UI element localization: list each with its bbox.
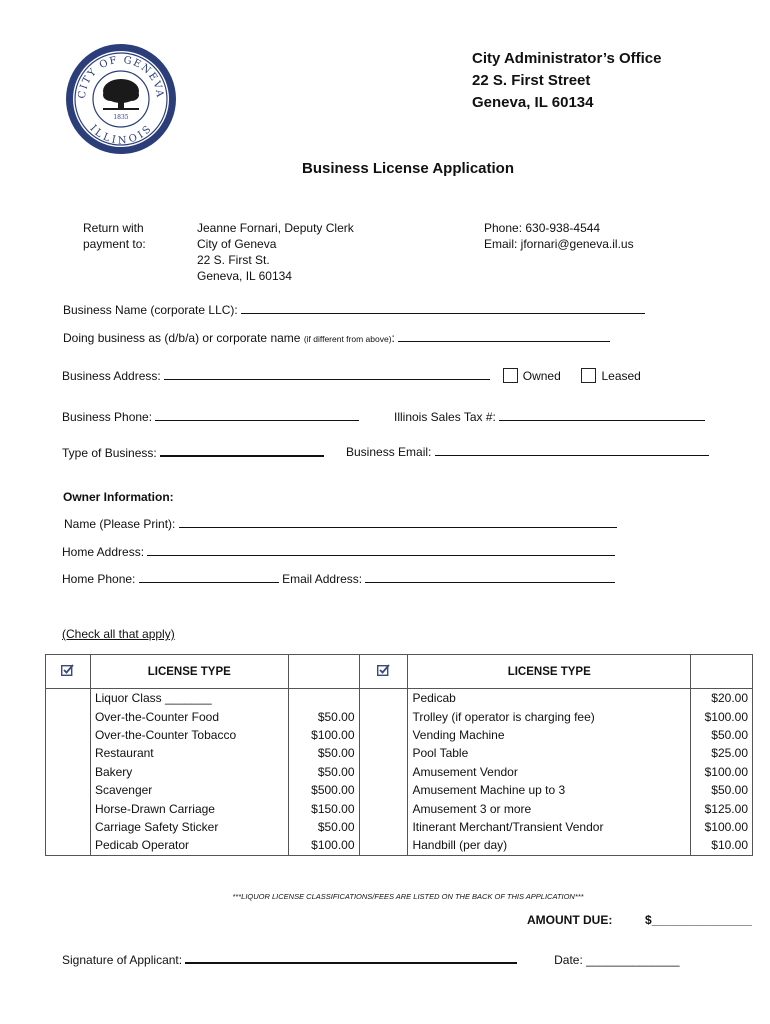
return-label-line1: Return with	[83, 221, 144, 235]
business-phone-row	[62, 409, 359, 424]
license-fee-left: $100.00	[288, 836, 359, 855]
left-fee-header	[288, 655, 359, 689]
checkbox-icon	[377, 664, 390, 676]
owner-email-label: Email Address:	[282, 572, 363, 586]
home-address-field[interactable]	[147, 544, 615, 556]
dba-note: (if different from above)	[303, 334, 392, 344]
clerk-line2: City of Geneva	[197, 237, 277, 251]
home-phone-label: Home Phone:	[62, 572, 136, 586]
license-type-left: Liquor Class _______	[90, 689, 288, 708]
seal-year: 1835	[113, 114, 129, 121]
license-checkbox-left[interactable]	[46, 744, 91, 762]
owner-name-field[interactable]	[179, 516, 617, 528]
license-checkbox-right[interactable]	[359, 763, 408, 781]
business-type-row	[62, 444, 324, 460]
signature-field[interactable]	[185, 951, 517, 964]
signature-row	[62, 951, 680, 967]
license-checkbox-right[interactable]	[359, 818, 408, 836]
office-address	[472, 48, 661, 114]
license-checkbox-right[interactable]	[359, 799, 408, 817]
license-checkbox-left[interactable]	[46, 689, 91, 708]
date-field[interactable]: ______________	[586, 953, 680, 967]
license-type-right: Vending Machine	[408, 726, 691, 744]
license-fee-left	[288, 689, 359, 708]
business-type-field[interactable]	[160, 444, 324, 457]
dba-colon: :	[391, 331, 395, 345]
license-type-right: Pool Table	[408, 744, 691, 762]
home-address-label: Home Address:	[62, 545, 145, 559]
owner-info-heading: Owner Information:	[63, 490, 174, 504]
license-checkbox-right[interactable]	[359, 744, 408, 762]
business-address-field[interactable]	[164, 368, 490, 380]
leased-label: Leased	[601, 369, 641, 383]
license-type-left: Scavenger	[90, 781, 288, 799]
license-type-right: Amusement Machine up to 3	[408, 781, 691, 799]
amount-due-row	[527, 913, 752, 927]
license-type-right: Trolley (if operator is charging fee)	[408, 707, 691, 725]
license-fee-left: $50.00	[288, 818, 359, 836]
license-fee-left: $100.00	[288, 726, 359, 744]
clerk-email: Email: jfornari@geneva.il.us	[484, 237, 634, 251]
clerk-line1: Jeanne Fornari, Deputy Clerk	[197, 221, 354, 235]
license-checkbox-left[interactable]	[46, 763, 91, 781]
check-all-instruction: (Check all that apply)	[62, 627, 175, 641]
license-checkbox-left[interactable]	[46, 781, 91, 799]
business-email-field[interactable]	[435, 444, 709, 456]
checkbox-icon	[61, 664, 74, 676]
sales-tax-row	[394, 409, 705, 424]
license-row	[46, 744, 753, 762]
business-phone-label: Business Phone:	[62, 410, 153, 424]
dba-row	[63, 330, 610, 345]
license-checkbox-left[interactable]	[46, 726, 91, 744]
license-checkbox-right[interactable]	[359, 781, 408, 799]
license-fee-right: $20.00	[691, 689, 753, 708]
city-seal-logo	[65, 43, 177, 155]
license-checkbox-right[interactable]	[359, 836, 408, 855]
right-check-column-header	[359, 655, 408, 689]
license-row	[46, 689, 753, 708]
license-type-left: Horse-Drawn Carriage	[90, 799, 288, 817]
license-type-right: Amusement 3 or more	[408, 799, 691, 817]
owned-checkbox[interactable]	[503, 368, 518, 383]
license-fee-left: $50.00	[288, 744, 359, 762]
business-type-label: Type of Business:	[62, 446, 157, 460]
business-name-label: Business Name (corporate LLC):	[63, 303, 238, 317]
return-label-line2: payment to:	[83, 237, 146, 251]
license-checkbox-left[interactable]	[46, 818, 91, 836]
license-fee-right: $100.00	[691, 763, 753, 781]
business-address-label: Business Address:	[62, 369, 161, 383]
license-type-right: Amusement Vendor	[408, 763, 691, 781]
return-label	[83, 220, 146, 252]
dba-label: Doing business as (d/b/a) or corporate name	[63, 331, 301, 345]
license-checkbox-right[interactable]	[359, 689, 408, 708]
amount-due-label: AMOUNT DUE:	[527, 913, 613, 927]
business-address-row	[62, 368, 641, 383]
license-row	[46, 836, 753, 855]
liquor-note: ***LIQUOR LICENSE CLASSIFICATIONS/FEES ARE LISTED ON THE BACK OF THIS APPLICATION***	[232, 892, 584, 901]
license-row	[46, 781, 753, 799]
left-license-type-header: LICENSE TYPE	[90, 655, 288, 689]
license-fee-right: $100.00	[691, 707, 753, 725]
home-phone-row	[62, 571, 615, 586]
right-license-type-header: LICENSE TYPE	[408, 655, 691, 689]
license-row	[46, 763, 753, 781]
clerk-line3: 22 S. First St.	[197, 253, 270, 267]
license-type-left: Over-the-Counter Food	[90, 707, 288, 725]
license-checkbox-left[interactable]	[46, 836, 91, 855]
license-type-right: Handbill (per day)	[408, 836, 691, 855]
license-row	[46, 818, 753, 836]
office-line1: City Administrator’s Office	[472, 50, 662, 67]
license-fee-left: $500.00	[288, 781, 359, 799]
license-fee-right: $50.00	[691, 726, 753, 744]
business-name-row	[63, 302, 645, 317]
right-fee-header	[691, 655, 753, 689]
sales-tax-field[interactable]	[499, 409, 705, 421]
business-email-row	[346, 444, 709, 459]
date-label: Date:	[554, 953, 583, 967]
clerk-address	[197, 220, 354, 284]
license-checkbox-right[interactable]	[359, 707, 408, 725]
license-checkbox-left[interactable]	[46, 799, 91, 817]
license-fee-right: $10.00	[691, 836, 753, 855]
amount-due-field[interactable]: $_______________	[645, 913, 752, 927]
business-phone-field[interactable]	[155, 409, 359, 421]
license-row	[46, 707, 753, 725]
office-line2: 22 S. First Street	[472, 72, 591, 89]
clerk-line4: Geneva, IL 60134	[197, 269, 292, 283]
license-type-left: Bakery	[90, 763, 288, 781]
office-line3: Geneva, IL 60134	[472, 94, 594, 111]
license-type-left: Restaurant	[90, 744, 288, 762]
page-title: Business License Application	[302, 160, 514, 177]
license-type-left: Pedicab Operator	[90, 836, 288, 855]
license-type-right: Itinerant Merchant/Transient Vendor	[408, 818, 691, 836]
license-table	[45, 654, 753, 856]
license-type-right: Pedicab	[408, 689, 691, 708]
license-row	[46, 799, 753, 817]
license-fee-left: $50.00	[288, 707, 359, 725]
license-fee-right: $125.00	[691, 799, 753, 817]
left-check-column-header	[46, 655, 91, 689]
license-fee-left: $150.00	[288, 799, 359, 817]
owner-name-row	[64, 516, 617, 531]
sales-tax-label: Illinois Sales Tax #:	[394, 410, 496, 424]
clerk-phone: Phone: 630-938-4544	[484, 221, 601, 235]
seal-bottom-text: ILLINOIS	[87, 123, 155, 147]
owned-label: Owned	[522, 369, 561, 383]
business-email-label: Business Email:	[346, 445, 432, 459]
license-checkbox-right[interactable]	[359, 726, 408, 744]
dba-field[interactable]	[398, 330, 610, 342]
license-table-header	[46, 655, 753, 689]
signature-label: Signature of Applicant:	[62, 953, 183, 967]
license-fee-left: $50.00	[288, 763, 359, 781]
license-fee-right: $50.00	[691, 781, 753, 799]
license-type-left: Over-the-Counter Tobacco	[90, 726, 288, 744]
leased-checkbox[interactable]	[581, 368, 596, 383]
license-type-left: Carriage Safety Sticker	[90, 818, 288, 836]
home-address-row	[62, 544, 615, 559]
license-row	[46, 726, 753, 744]
business-name-field[interactable]	[241, 302, 645, 314]
owner-email-field[interactable]	[365, 571, 615, 583]
clerk-contact	[484, 220, 634, 252]
license-fee-right: $25.00	[691, 744, 753, 762]
home-phone-field[interactable]	[139, 571, 279, 583]
seal-top-text: CITY OF GENEVA	[76, 54, 166, 100]
owner-name-label: Name (Please Print):	[64, 517, 176, 531]
license-fee-right: $100.00	[691, 818, 753, 836]
license-checkbox-left[interactable]	[46, 707, 91, 725]
